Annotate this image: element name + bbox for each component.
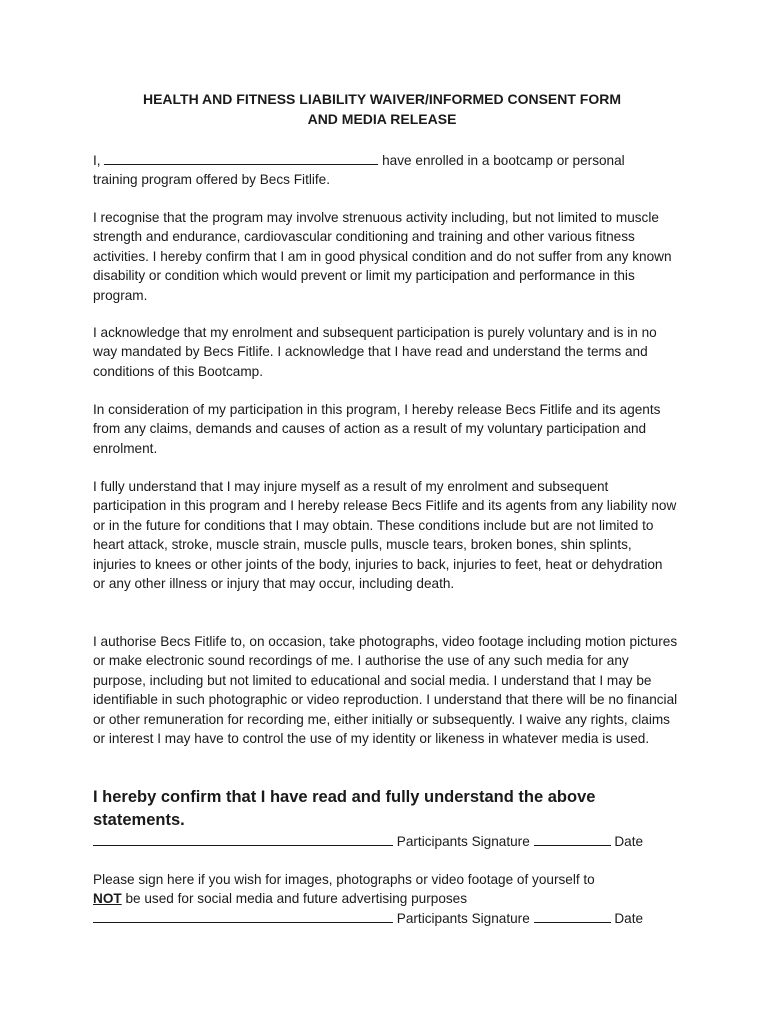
form-title-line-1: HEALTH AND FITNESS LIABILITY WAIVER/INFORMED CONSENT FORM: [142, 91, 622, 107]
signature-date-label: Date: [614, 834, 644, 849]
paragraph-media-authorisation: I authorise Becs Fitlife to, on occasion, take photographs, video footage including motion pictures or make electronic sound recordings of me. I authorise the use of any such media for any purpose, including but not limited to educational and social media. I understand that I may be identifiable in such photographic or video reproduction. I understand that there will be no financial or other remuneration for recording me, either initially or subsequently. I waive any rights, claims or interest I may have to control the use of my identity or likeness in whatever media is used.: [93, 634, 678, 747]
media-optout-line-2: be used for social media and future advertising purposes: [121, 891, 468, 907]
paragraph-injury-liability: I fully understand that I may injure myself as a result of my enrolment and subsequent participation in this program and I hereby release Becs Fitlife and its agents from any liability now or in the future for conditions that I may obtain. These conditions include but are not limited to heart attack, stroke, muscle strain, muscle pulls, muscle tears, broken bones, shin splints, injuries to knees or other joints of the body, injuries to back, injuries to feet, heat or dehydration or any other illness or injury that may occur, including death.: [93, 479, 677, 592]
participant-name-field[interactable]: [104, 150, 378, 165]
media-optout-signature-row: [93, 908, 678, 928]
participant-signature-label: Participants Signature: [396, 834, 530, 849]
enrolment-line-2: training program offered by Becs Fitlife.: [93, 172, 330, 188]
media-optout-not-word: NOT: [93, 891, 122, 907]
enrolment-prefix: I,: [93, 153, 101, 168]
media-optout-line-1: Please sign here if you wish for images, photographs or video footage of yourself to: [93, 872, 595, 887]
paragraph-release-of-claims: In consideration of my participation in this program, I hereby release Becs Fitlife and its agents from any claims, demands and causes of action as a result of my voluntary participation and enrolment.: [93, 402, 661, 456]
enrolment-suffix: have enrolled in a bootcamp or personal: [382, 153, 625, 168]
media-optout-signature-field[interactable]: [93, 908, 393, 923]
form-title-line-2: AND MEDIA RELEASE: [307, 111, 457, 127]
media-optout-signature-label: Participants Signature: [396, 911, 530, 926]
paragraph-risk-acknowledgement: I recognise that the program may involve strenuous activity including, but not limited to muscle strength and endurance, cardiovascular conditioning and training and other various fitness activities. I hereby confirm that I am in good physical condition and do not suffer from any known disability or condition which would prevent or limit my participation and performance in this program.: [93, 210, 672, 303]
form-title: [93, 89, 671, 129]
paragraph-voluntary-participation: I acknowledge that my enrolment and subsequent participation is purely voluntary and is in no way mandated by Becs Fitlife. I acknowledge that I have read and understand the terms and conditions of this Bootcamp.: [93, 325, 657, 379]
media-optout-date-field[interactable]: [534, 908, 611, 923]
media-optout-date-label: Date: [614, 911, 644, 926]
participant-signature-row: [93, 831, 678, 851]
confirmation-statement: I hereby confirm that I have read and fully understand the above statements.: [93, 788, 596, 829]
signature-date-field[interactable]: [534, 831, 611, 846]
enrolment-statement: [93, 150, 678, 190]
media-optout-statement: [93, 870, 678, 909]
participant-signature-field[interactable]: [93, 831, 393, 846]
